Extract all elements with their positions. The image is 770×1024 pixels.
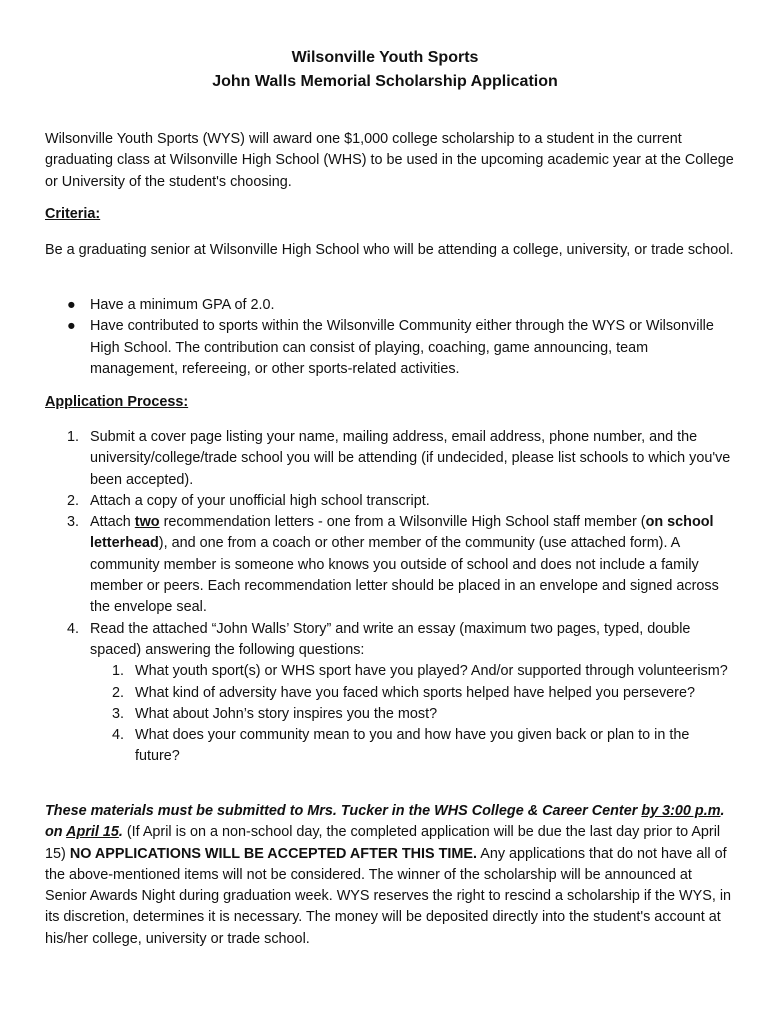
closing-paragraph <box>45 801 735 950</box>
closing-emphasis: . on <box>45 803 725 841</box>
title-block <box>0 46 770 94</box>
list-item <box>45 491 735 512</box>
step-text: Submit a cover page listing your name, mailing address, email address, phone number, and the university/college/trade school you will be attending (if undecided, please list schools to which you've been accepted). <box>90 429 731 488</box>
list-item <box>45 316 735 380</box>
question-number: 1. <box>112 663 125 680</box>
list-item <box>45 295 735 316</box>
closing-text: Any applications that do not have all of the above-mentioned items will not be considered. The winner of the scholarship will be announced at Senior Awards Night during graduation week. WYS reserves the right to rescind a scholarship if the WYS, in its discretion, determines it is necessary. The money will be deposited directly into the student's account at his/her college, university or trade school. <box>45 845 732 947</box>
step-number: 2. <box>67 492 80 509</box>
criteria-list <box>45 295 735 380</box>
list-item <box>45 619 735 768</box>
step-number: 3. <box>67 514 80 531</box>
question-text: What about John’s story inspires you the most? <box>135 705 438 722</box>
step-text-part: ), and one from a coach or other member of the community (use attached form). A community member is someone who knows you outside of school and does not include a family member or peers. Each recommendation letter should be placed in an envelope and signed across the envelope seal. <box>90 535 719 616</box>
step-text-part: Attach <box>90 514 135 531</box>
emphasis-letterhead: on school letterhead <box>90 514 714 552</box>
criteria-heading: Criteria: <box>45 206 101 222</box>
bullet-icon: ● <box>67 297 76 313</box>
question-number: 2. <box>112 684 125 701</box>
step-number: 4. <box>67 620 80 637</box>
org-title: Wilsonville Youth Sports <box>291 49 479 66</box>
step-text: Read the attached “John Walls’ Story” and write an essay (maximum two pages, typed, double spaced) answering the following questions: <box>90 620 691 658</box>
question-text: What youth sport(s) or WHS sport have you played? And/or supported through volunteerism? <box>135 663 728 680</box>
criteria-bullet-text: Have contributed to sports within the Wilsonville Community either through the WYS or Wilsonville High School. The contribution can consist of playing, coaching, game announcing, team management, refereeing, or other sports-related activities. <box>90 318 714 377</box>
no-late-applications: NO APPLICATIONS WILL BE ACCEPTED AFTER THIS TIME. <box>69 845 478 862</box>
step-text-part: recommendation letters - one from a Wilsonville High School staff member ( <box>159 514 646 531</box>
step-text: Attach a copy of your unofficial high school transcript. <box>90 492 430 509</box>
question-number: 4. <box>112 727 125 744</box>
list-item <box>90 725 735 768</box>
step-text <box>90 514 719 615</box>
list-item <box>90 683 735 704</box>
question-text: What does your community mean to you and how have you given back or plan to in the future? <box>135 727 690 765</box>
deadline-time: by 3:00 p.m <box>641 803 721 819</box>
application-title: John Walls Memorial Scholarship Application <box>212 73 558 90</box>
intro-paragraph: Wilsonville Youth Sports (WYS) will award one $1,000 college scholarship to a student in the current graduating class at Wilsonville High School (WHS) to be used in the upcoming academic year at the College or University of the student's choosing. <box>45 131 734 190</box>
process-heading: Application Process: <box>45 394 189 410</box>
criteria-text: Be a graduating senior at Wilsonville High School who will be attending a college, university, or trade school. <box>45 242 734 258</box>
question-text: What kind of adversity have you faced which sports helped have helped you persevere? <box>135 684 695 701</box>
list-item <box>45 512 735 618</box>
closing-emphasis: . <box>118 824 123 841</box>
process-steps <box>45 427 735 768</box>
bullet-icon: ● <box>67 318 76 335</box>
emphasis-two: two <box>134 514 160 531</box>
list-item <box>90 661 735 682</box>
criteria-bullet-text: Have a minimum GPA of 2.0. <box>90 297 275 313</box>
list-item <box>45 427 735 491</box>
deadline-date: April 15 <box>66 824 119 841</box>
question-number: 3. <box>112 705 125 722</box>
step-number: 1. <box>67 429 80 445</box>
closing-text: (If April is on a non-school day, the completed application will be due the last day prior to April 15) <box>45 824 721 862</box>
list-item <box>90 704 735 725</box>
closing-emphasis: These materials must be submitted to Mrs. Tucker in the WHS College & Career Center <box>45 803 642 819</box>
essay-questions <box>90 661 735 767</box>
